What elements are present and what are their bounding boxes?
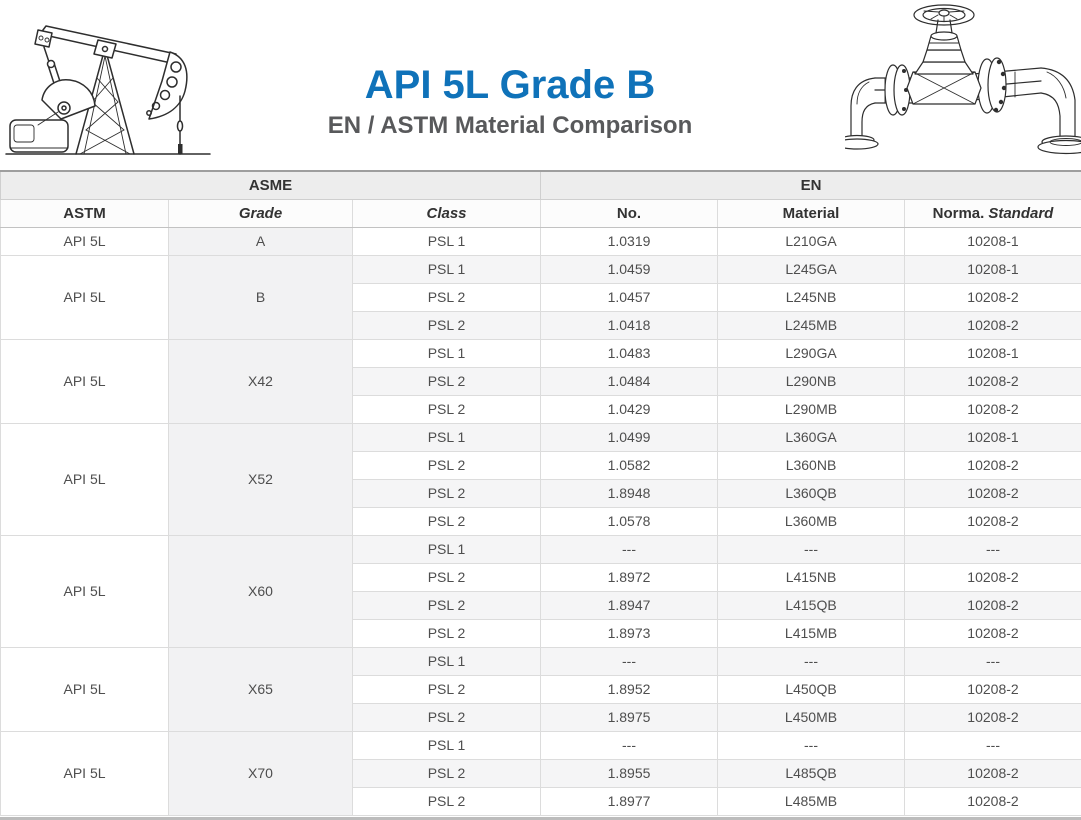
en-no-cell: 1.8948 — [541, 479, 718, 507]
left-elbow — [845, 78, 878, 149]
pipe-valve-illustration — [845, 0, 1081, 164]
grade-cell: X65 — [169, 647, 353, 731]
norma-standard-cell: 10208-2 — [905, 507, 1081, 535]
column-header-norma: Norma. — [932, 204, 985, 222]
en-material-cell: L485QB — [718, 759, 905, 787]
norma-standard-cell: 10208-2 — [905, 395, 1081, 423]
en-material-cell: L290MB — [718, 395, 905, 423]
en-material-cell: L245MB — [718, 311, 905, 339]
norma-standard-cell: 10208-2 — [905, 563, 1081, 591]
class-cell: PSL 2 — [353, 675, 541, 703]
norma-standard-cell: 10208-2 — [905, 479, 1081, 507]
norma-standard-cell: --- — [905, 647, 1081, 675]
en-material-cell: L360MB — [718, 507, 905, 535]
en-material-cell: --- — [718, 535, 905, 563]
en-material-cell: L290GA — [718, 339, 905, 367]
class-cell: PSL 2 — [353, 311, 541, 339]
pumpjack-illustration — [4, 4, 214, 162]
valve-handwheel — [914, 5, 974, 25]
grade-cell: X52 — [169, 423, 353, 535]
table-row — [1, 731, 1081, 759]
en-no-cell: --- — [541, 535, 718, 563]
astm-cell: API 5L — [1, 731, 169, 815]
class-cell: PSL 1 — [353, 227, 541, 255]
en-no-cell: 1.0429 — [541, 395, 718, 423]
en-no-cell: 1.0483 — [541, 339, 718, 367]
norma-standard-cell: 10208-2 — [905, 283, 1081, 311]
en-no-cell: 1.8952 — [541, 675, 718, 703]
astm-cell: API 5L — [1, 255, 169, 339]
norma-standard-cell: 10208-1 — [905, 339, 1081, 367]
class-cell: PSL 2 — [353, 283, 541, 311]
en-material-cell: L245GA — [718, 255, 905, 283]
en-material-cell: L415QB — [718, 591, 905, 619]
en-no-cell: 1.0484 — [541, 367, 718, 395]
class-cell: PSL 2 — [353, 619, 541, 647]
norma-standard-cell: 10208-2 — [905, 367, 1081, 395]
valve-body — [907, 72, 981, 104]
valve-bonnet — [915, 20, 973, 74]
class-cell: PSL 2 — [353, 479, 541, 507]
en-no-cell: 1.0457 — [541, 283, 718, 311]
en-no-cell: 1.8975 — [541, 703, 718, 731]
en-material-cell: L360GA — [718, 423, 905, 451]
astm-cell: API 5L — [1, 227, 169, 255]
en-material-cell: L450QB — [718, 675, 905, 703]
norma-standard-cell: 10208-2 — [905, 787, 1081, 815]
class-cell: PSL 2 — [353, 507, 541, 535]
en-no-cell: 1.0319 — [541, 227, 718, 255]
class-cell: PSL 1 — [353, 339, 541, 367]
class-cell: PSL 2 — [353, 591, 541, 619]
astm-cell: API 5L — [1, 339, 169, 423]
class-cell: PSL 2 — [353, 703, 541, 731]
beam-pivot — [94, 40, 116, 58]
norma-standard-cell: 10208-1 — [905, 423, 1081, 451]
en-material-cell: L245NB — [718, 283, 905, 311]
en-material-cell: L485MB — [718, 787, 905, 815]
table-row — [1, 255, 1081, 283]
pipe-valve-icon — [845, 0, 1081, 164]
table-row — [1, 423, 1081, 451]
norma-standard-cell: 10208-2 — [905, 675, 1081, 703]
right-elbow — [1038, 68, 1081, 154]
column-header-no: No. — [541, 199, 718, 227]
class-cell: PSL 1 — [353, 647, 541, 675]
group-header-row — [1, 171, 1081, 199]
en-no-cell: 1.8977 — [541, 787, 718, 815]
norma-standard-cell: --- — [905, 535, 1081, 563]
class-cell: PSL 2 — [353, 563, 541, 591]
right-flange — [978, 58, 1006, 113]
page-subtitle: EN / ASTM Material Comparison — [327, 112, 693, 139]
column-header-grade: Grade — [169, 199, 353, 227]
en-no-cell: 1.8947 — [541, 591, 718, 619]
astm-cell: API 5L — [1, 423, 169, 535]
en-no-cell: --- — [541, 647, 718, 675]
en-no-cell: 1.8955 — [541, 759, 718, 787]
class-cell: PSL 2 — [353, 395, 541, 423]
header-titles — [215, 64, 805, 140]
astm-cell: API 5L — [1, 535, 169, 647]
class-cell: PSL 2 — [353, 787, 541, 815]
grade-cell: X42 — [169, 339, 353, 423]
column-header-class: Class — [353, 199, 541, 227]
page-title: API 5L Grade B — [364, 63, 656, 107]
en-material-cell: L360NB — [718, 451, 905, 479]
column-header-row — [1, 199, 1081, 227]
class-cell: PSL 1 — [353, 731, 541, 759]
en-material-cell: --- — [718, 731, 905, 759]
grade-cell: X70 — [169, 731, 353, 815]
norma-standard-cell: 10208-2 — [905, 759, 1081, 787]
en-material-cell: L415NB — [718, 563, 905, 591]
en-no-cell: 1.8973 — [541, 619, 718, 647]
norma-standard-cell: 10208-2 — [905, 591, 1081, 619]
column-header-standard: Standard — [988, 204, 1054, 222]
en-no-cell: 1.0459 — [541, 255, 718, 283]
en-material-cell: L360QB — [718, 479, 905, 507]
class-cell: PSL 1 — [353, 535, 541, 563]
en-material-cell: L210GA — [718, 227, 905, 255]
class-cell: PSL 1 — [353, 423, 541, 451]
grade-cell: X60 — [169, 535, 353, 647]
norma-standard-cell: 10208-2 — [905, 703, 1081, 731]
grade-cell: A — [169, 227, 353, 255]
en-no-cell: 1.0499 — [541, 423, 718, 451]
column-header-astm: ASTM — [1, 199, 169, 227]
astm-cell: API 5L — [1, 647, 169, 731]
class-cell: PSL 2 — [353, 451, 541, 479]
norma-standard-cell: 10208-2 — [905, 451, 1081, 479]
en-material-cell: L450MB — [718, 703, 905, 731]
material-comparison-table — [0, 170, 1081, 816]
norma-standard-cell: --- — [905, 731, 1081, 759]
en-material-cell: --- — [718, 647, 905, 675]
table-row — [1, 227, 1081, 255]
table-body — [1, 227, 1081, 815]
en-no-cell: --- — [541, 731, 718, 759]
norma-standard-cell: 10208-2 — [905, 311, 1081, 339]
en-no-cell: 1.0578 — [541, 507, 718, 535]
oil-pumpjack-icon — [4, 4, 214, 162]
class-cell: PSL 2 — [353, 367, 541, 395]
left-flange — [885, 65, 910, 115]
table-row — [1, 647, 1081, 675]
grade-cell: B — [169, 255, 353, 339]
table-row — [1, 339, 1081, 367]
column-header-material: Material — [718, 199, 905, 227]
en-material-cell: L415MB — [718, 619, 905, 647]
en-no-cell: 1.0418 — [541, 311, 718, 339]
norma-standard-cell: 10208-1 — [905, 227, 1081, 255]
table-row — [1, 535, 1081, 563]
class-cell: PSL 2 — [353, 759, 541, 787]
group-header-en: EN — [541, 171, 1081, 199]
en-material-cell: L290NB — [718, 367, 905, 395]
norma-standard-cell: 10208-1 — [905, 255, 1081, 283]
group-header-asme: ASME — [1, 171, 541, 199]
class-cell: PSL 1 — [353, 255, 541, 283]
norma-standard-cell: 10208-2 — [905, 619, 1081, 647]
column-header-norma-standard — [905, 199, 1081, 227]
en-no-cell: 1.0582 — [541, 451, 718, 479]
en-no-cell: 1.8972 — [541, 563, 718, 591]
